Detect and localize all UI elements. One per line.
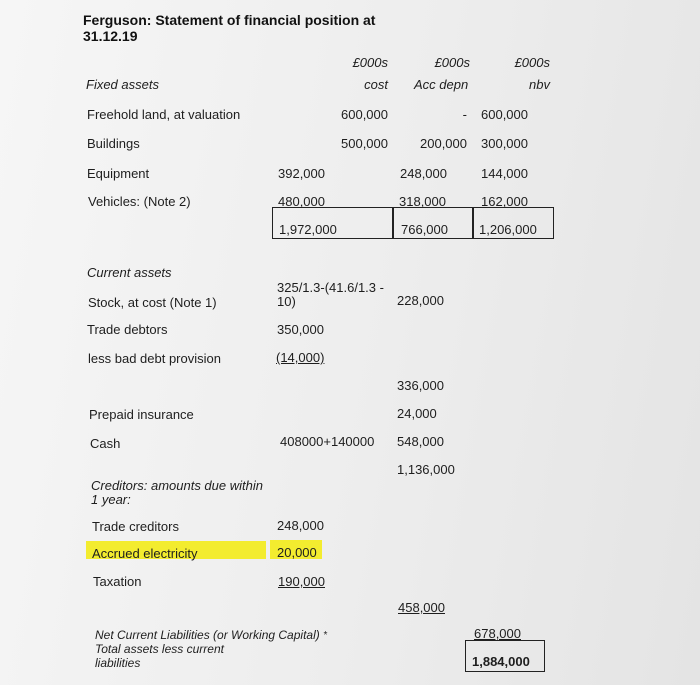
freehold-depn: -: [462, 107, 467, 122]
total-nbv: 1,206,000: [479, 222, 537, 237]
tacl-value: 1,884,000: [472, 654, 530, 669]
col-nbv-unit: £000s: [514, 55, 550, 70]
current-assets-total: 1,136,000: [397, 462, 455, 477]
buildings-nbv: 300,000: [481, 136, 528, 151]
buildings-cost: 500,000: [341, 136, 388, 151]
row-label-freehold: Freehold land, at valuation: [87, 107, 241, 122]
cash-label: Cash: [90, 436, 121, 451]
tacl-label-2: liabilities: [95, 656, 141, 670]
ncl-value: 678,000: [474, 626, 521, 641]
creditors-heading-2: 1 year:: [91, 492, 131, 507]
debtors-label: Trade debtors: [87, 322, 168, 337]
buildings-depn: 200,000: [420, 136, 467, 151]
col-depn-unit: £000s: [434, 55, 470, 70]
row-label-equipment: Equipment: [87, 166, 150, 181]
vehicles-depn: 318,000: [399, 194, 446, 209]
provision-value: (14,000): [276, 350, 325, 365]
creditors-total: 458,000: [398, 600, 445, 615]
equipment-depn: 248,000: [400, 166, 447, 181]
statement-title: Ferguson: Statement of financial position at 31.12.19: [83, 12, 376, 44]
ncl-label: Net Current Liabilities (or Working Capital) *: [95, 628, 327, 642]
provision-label: less bad debt provision: [88, 351, 221, 366]
row-label-vehicles: Vehicles: (Note 2): [88, 194, 191, 209]
stock-workings-2: 10): [277, 294, 296, 309]
stock-value: 228,000: [397, 293, 444, 308]
prepaid-value: 24,000: [397, 406, 437, 421]
cash-value: 548,000: [397, 434, 444, 449]
stock-label: Stock, at cost (Note 1): [88, 295, 217, 310]
col-nbv-label: nbv: [529, 77, 550, 92]
vehicles-nbv: 162,000: [481, 194, 528, 209]
trade-creditors-label: Trade creditors: [92, 519, 179, 534]
prepaid-label: Prepaid insurance: [89, 407, 194, 422]
stock-workings: 325/1.3-(41.6/1.3 -: [277, 280, 384, 295]
debtors-value: 350,000: [277, 322, 324, 337]
total-cost: 1,972,000: [279, 222, 337, 237]
equipment-nbv: 144,000: [481, 166, 528, 181]
freehold-cost: 600,000: [341, 107, 388, 122]
accrued-label: Accrued electricity: [92, 546, 198, 561]
col-cost-unit: £000s: [352, 55, 388, 70]
creditors-heading: Creditors: amounts due within: [91, 478, 263, 493]
accrued-value: 20,000: [277, 545, 317, 560]
equipment-cost: 392,000: [278, 166, 325, 181]
col-depn-label: Acc depn: [414, 77, 469, 92]
total-depn: 766,000: [401, 222, 448, 237]
ncl-asterisk: *: [323, 630, 327, 641]
freehold-nbv: 600,000: [481, 107, 528, 122]
trade-creditors-value: 248,000: [277, 518, 324, 533]
net-debtors: 336,000: [397, 378, 444, 393]
tacl-label: Total assets less current: [95, 642, 224, 656]
current-assets-heading: Current assets: [87, 265, 172, 280]
taxation-label: Taxation: [93, 574, 142, 589]
row-label-buildings: Buildings: [87, 136, 140, 151]
col-cost-label: cost: [364, 77, 388, 92]
taxation-value: 190,000: [278, 574, 325, 589]
fixed-assets-heading: Fixed assets: [86, 77, 159, 92]
cash-workings: 408000+140000: [280, 434, 375, 449]
vehicles-cost: 480,000: [278, 194, 325, 209]
